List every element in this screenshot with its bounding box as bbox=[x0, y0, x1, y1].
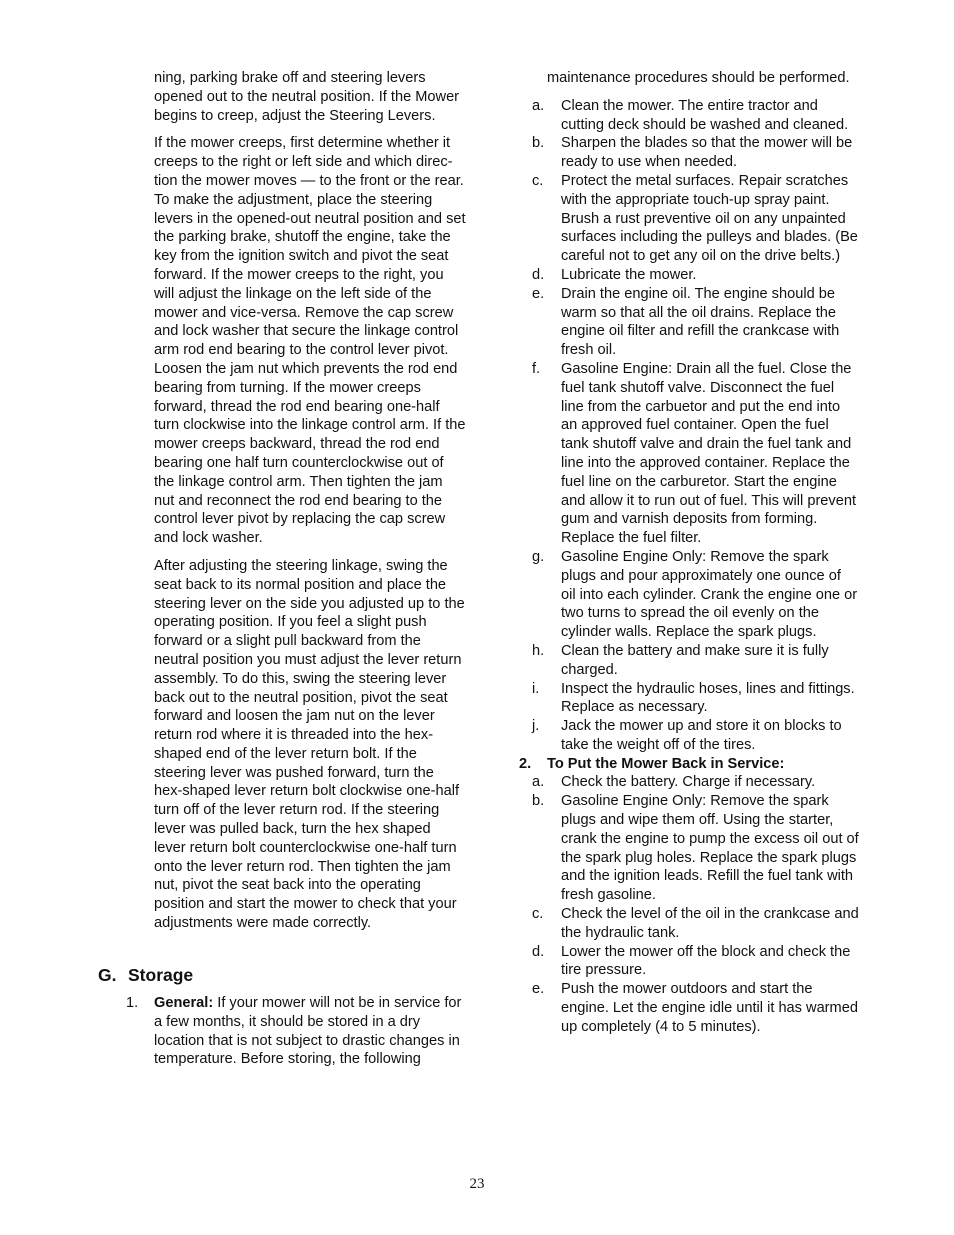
storage-general-item bbox=[126, 994, 466, 1069]
list-item-label: c. bbox=[532, 172, 544, 189]
list-item-label: e. bbox=[532, 285, 545, 302]
list-item bbox=[519, 642, 859, 680]
service-heading-text: To Put the Mower Back in Service: bbox=[547, 755, 785, 772]
general-label: General: bbox=[154, 995, 214, 1011]
list-item-text: Lower the mower off the block and check the tire pressure. bbox=[561, 943, 851, 979]
list-item-text: Sharpen the blades so that the mower will be ready to use when needed. bbox=[561, 135, 853, 171]
list-item bbox=[519, 360, 859, 548]
page-number: 23 bbox=[469, 1176, 485, 1192]
list-item-label: a. bbox=[532, 97, 545, 114]
list-item-label: c. bbox=[532, 906, 544, 923]
general-text: If your mower will not be in service for a few months, it should be stored in a dry location that is not subject to drastic changes in temperature. Before storing, the following bbox=[154, 995, 462, 1068]
section-title: Storage bbox=[128, 965, 194, 985]
general-number: 1. bbox=[126, 995, 139, 1011]
service-number: 2. bbox=[519, 755, 532, 772]
list-item-label: g. bbox=[532, 548, 545, 565]
section-letter: G. bbox=[98, 965, 117, 985]
list-item-text: Gasoline Engine Only: Remove the spark plugs and pour approximately one ounce of oil into each cylinder. Crank the engine one or two turns to spread the oil evenly on the cylinder walls. Replace the spark plugs. bbox=[561, 548, 858, 641]
list-item-label: h. bbox=[532, 642, 545, 659]
storage-procedure-list bbox=[519, 97, 859, 755]
list-item bbox=[519, 980, 859, 1036]
list-item-text: Jack the mower up and store it on blocks to take the weight off of the tires. bbox=[561, 718, 842, 753]
list-item bbox=[519, 792, 859, 905]
list-item bbox=[519, 773, 859, 792]
list-item-text: Gasoline Engine Only: Remove the spark plugs and wipe them off. Using the starter, crank the engine to pump the excess oil out of the spark plug holes. Replace the spark plugs and the ignition leads. Refill the fuel tank with fresh gasoline. bbox=[561, 793, 859, 904]
paragraph-creep-adjustment: If the mower creeps, first determine whether it creeps to the right or left side and which direction the mower moves — to the front or the rear. To make the adjustment, place the steering levers in the opened-out neutral position and set the parking brake, shutoff the engine, take the key from the ignition switch and pivot the seat forward. If the mower creeps to the right, you will adjust the linkage on the left side of the mower and vice-versa. Remove the cap screw and lock washer that secure the linkage control arm rod end bearing to the control lever pivot. Loosen the jam nut which prevents the rod end bearing from turning. If the mower creeps forward, thread the rod end bearing one-half turn clockwise into the linkage control arm. If the mower creeps backward, thread the rod end bearing one half turn counterclockwise out of the linkage control arm. Then tighten the jam nut and reconnect the rod end bearing to the control lever pivot by replacing the cap screw and lock washer. bbox=[154, 135, 466, 547]
list-item-text: Inspect the hydraulic hoses, lines and fittings. Replace as necessary. bbox=[561, 680, 855, 716]
list-item bbox=[519, 905, 859, 943]
list-item-text: Protect the metal surfaces. Repair scratches with the appropriate touch-up spray paint. Brush a rust preventive oil on any unpainted surfaces including the pulleys and blades. (Be careful not to get any oil on the drive belts.) bbox=[561, 172, 858, 265]
list-item-text: Push the mower outdoors and start the engine. Let the engine idle until it has warmed up completely (4 to 5 minutes). bbox=[561, 981, 858, 1035]
right-column bbox=[519, 69, 859, 1037]
list-item bbox=[519, 97, 859, 135]
list-item bbox=[519, 943, 859, 981]
list-item-label: d. bbox=[532, 943, 545, 960]
paragraph-lever-return-adjustment: After adjusting the steering linkage, swing the seat back to its normal position and place the steering lever on the side you adjusted up to the operating position. If you feel a slight push forward or a slight pull backward from the neutral position you must adjust the lever return assembly. To do this, swing the steering lever back out to the neutral position, pivot the seat forward and loosen the jam nut on the lever return rod where it is threaded into the hex-shaped end of the lever return bolt. If the steering lever was pushed forward, turn the hex-shaped lever return bolt clockwise one-half turn off of the lever return rod. If the steering lever was pulled back, turn the hex shaped lever return bolt counterclockwise one-half turn onto the lever return rod. Then tighten the jam nut, pivot the seat back into the operating position and start the mower to check that your adjustments were made correctly. bbox=[154, 557, 465, 932]
list-item-text: Lubricate the mower. bbox=[561, 266, 697, 283]
list-item-text: Check the battery. Charge if necessary. bbox=[561, 774, 816, 791]
continuation-text: maintenance procedures should be performed. bbox=[547, 70, 850, 86]
paragraph-creep-check: ning, parking brake off and steering levers opened out to the neutral position. If the Mower begins to creep, adjust the Steering Levers. bbox=[154, 70, 460, 124]
list-item-label: b. bbox=[532, 135, 545, 152]
list-item bbox=[519, 285, 859, 360]
list-item bbox=[519, 548, 859, 642]
list-item bbox=[519, 717, 859, 755]
list-item-text: Clean the battery and make sure it is fully charged. bbox=[561, 642, 829, 678]
list-item-label: j. bbox=[532, 718, 540, 735]
list-item bbox=[519, 172, 859, 266]
list-item-text: Drain the engine oil. The engine should be warm so that all the oil drains. Replace the engine oil filter and refill the crankcase with fresh oil. bbox=[561, 285, 840, 359]
list-item-label: f. bbox=[532, 360, 541, 377]
list-item-text: Gasoline Engine: Drain all the fuel. Close the fuel tank shutoff valve. Disconnect the fuel line from the carbuetor and put the end into an approved fuel container. Open the fuel tank shutoff valve and drain the fuel tank and line into the approved container. Replace the fuel line on the carburetor. Start the engine and allow it to run out of fuel. This will prevent gum and varnish deposits from forming. Replace the fuel filter. bbox=[561, 360, 857, 547]
service-heading bbox=[519, 755, 859, 774]
left-column bbox=[154, 69, 466, 942]
list-item-label: a. bbox=[532, 774, 545, 791]
section-heading-storage bbox=[98, 965, 193, 986]
list-item bbox=[519, 134, 859, 172]
list-item-text: Clean the mower. The entire tractor and cutting deck should be washed and cleaned. bbox=[561, 97, 849, 133]
list-item-label: d. bbox=[532, 266, 545, 283]
service-procedure-list bbox=[519, 773, 859, 1036]
list-item-text: Check the level of the oil in the crankcase and the hydraulic tank. bbox=[561, 906, 859, 941]
list-item-label: e. bbox=[532, 981, 545, 998]
list-item bbox=[519, 680, 859, 718]
list-item-label: i. bbox=[532, 680, 540, 697]
list-item-label: b. bbox=[532, 793, 545, 810]
list-item bbox=[519, 266, 859, 285]
